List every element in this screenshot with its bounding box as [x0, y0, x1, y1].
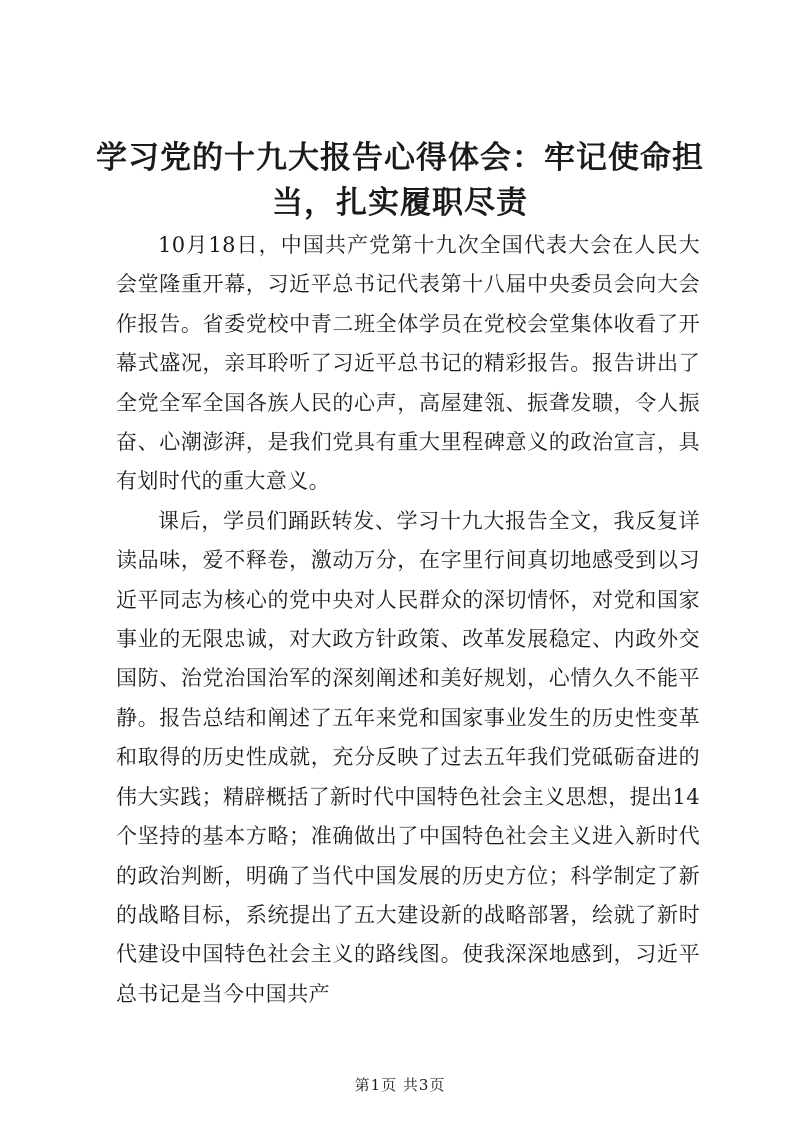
page-footer: 第1页 共3页: [354, 1076, 446, 1094]
paragraph-1: 10月18日，中国共产党第十九次全国代表大会在人民大会堂隆重开幕，习近平总书记代表第十八届中央委员会向大会作报告。省委党校中青二班全体学员在党校会堂集体收看了开幕式盛况，亲耳聆听了习近平总书记的精彩报告。报告讲出了全党全军全国各族人民的心声，高屋建瓴、振聋发聩，令人振奋、心潮澎湃，是我们党具有重大里程碑意义的政治宣言，具有划时代的重大意义。: [116, 233, 700, 494]
document-title: 学习党的十九大报告心得体会：牢记使命担当，扎实履职尽责: [96, 140, 704, 221]
paragraph-2: 课后，学员们踊跃转发、学习十九大报告全文，我反复详读品味，爱不释卷，激动万分，在字里行间真切地感受到以习近平同志为核心的党中央对人民群众的深切情怀，对党和国家事业的无限忠诚，对大政方针政策、改革发展稳定、内政外交国防、治党治国治军的深刻阐述和美好规划，心情久久不能平静。报告总结和阐述了五年来党和国家事业发生的历史性变革和取得的历史性成就，充分反映了过去五年我们党砥砺奋进的伟大实践；精辟概括了新时代中国特色社会主义思想，提出14个坚持的基本方略；准确做出了中国特色社会主义进入新时代的政治判断，明确了当代中国发展的历史方位；科学制定了新的战略目标，系统提出了五大建设新的战略部署，绘就了新时代建设中国特色社会主义的路线图。使我深深地感到，习近平总书记是当今中国共产: [116, 508, 700, 1006]
document-body: [116, 226, 700, 1014]
